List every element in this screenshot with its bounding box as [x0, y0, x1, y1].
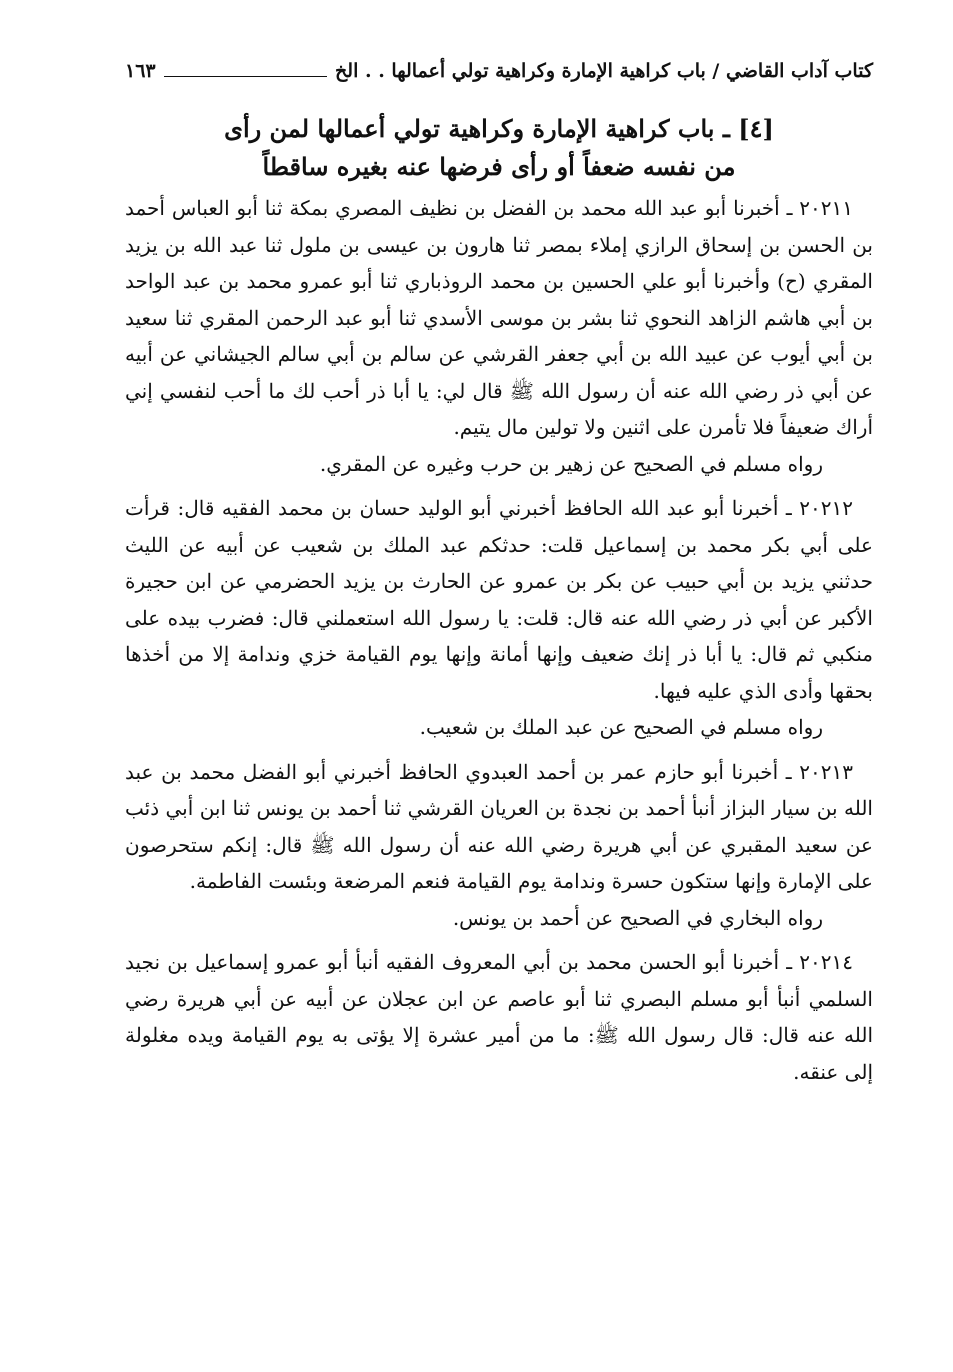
hadith-attribution: رواه مسلم في الصحيح عن عبد الملك بن شعيب. — [419, 715, 823, 739]
hadith-text: ـ أخبرنا أبو حازم عمر بن أحمد العبدوي الحافظ أخبرني أبو الفضل محمد بن عبد الله بن سيار البزاز أنبأ أحمد بن نجدة بن العريان القرشي ثنا أحمد بن يونس ثنا ابن أبي ذئب عن سعيد المقبري عن أبي هريرة رضي الله عنه أن رسول الله ﷺ قال: إنكم ستحرصون على الإمارة وإنها ستكون حسرة وندامة يوم القيامة فنعم المرضعة وبئست الفاطمة. — [125, 759, 873, 893]
hadith-number: ٢٠٢١٣ — [799, 759, 853, 784]
header-rule — [164, 76, 327, 77]
chapter-title-line-1: [٤] ـ باب كراهية الإمارة وكراهية تولي أعمالها لمن رأى — [224, 114, 774, 143]
hadith-text: ـ أخبرنا أبو الحسن محمد بن أبي المعروف الفقيه أنبأ أبو عمرو إسماعيل بن نجيد السلمي أنبأ أبو مسلم البصري ثنا أبو عاصم عن ابن عجلان عن أبيه عن أبي هريرة رضي الله عنه قال: قال رسول الله ﷺ: ما من أمير عشرة إلا يؤتى به يوم القيامة ويده مغلولة إلى عنقه. — [125, 950, 873, 1084]
hadith-number: ٢٠٢١١ — [799, 196, 853, 220]
hadith-paragraph — [125, 490, 873, 709]
hadith-attribution: رواه البخاري في الصحيح عن أحمد بن يونس. — [452, 905, 823, 930]
hadith-attribution: رواه مسلم في الصحيح عن زهير بن حرب وغيره عن المقري. — [319, 451, 823, 476]
hadith-paragraph — [125, 190, 873, 446]
chapter-title-line-2: من نفسه ضعفاً أو رأى فرضها عنه بغيره ساقطاً — [262, 152, 736, 181]
header-title: كتاب آداب القاضي / باب كراهية الإمارة وكراهية تولي أعمالها . . الخ — [335, 60, 873, 82]
chapter-title — [125, 110, 873, 186]
hadith-number: ٢٠٢١٤ — [799, 950, 854, 974]
hadith-paragraph — [125, 754, 873, 900]
hadith-paragraph — [125, 944, 873, 1090]
hadith-number: ٢٠٢١٢ — [799, 496, 853, 520]
running-header — [125, 60, 873, 96]
hadith-text: ـ أخبرنا أبو عبد الله الحافظ أخبرني أبو الوليد حسان بن محمد الفقيه قال: قرأت على أبي بكر محمد بن إسماعيل قلت: حدثكم عبد الملك بن شعيب عن أبيه عن الليث حدثني يزيد بن أبي حبيب عن بكر بن عمرو عن الحارث بن يزيد الحضرمي عن ابن حجيرة الأكبر عن أبي ذر رضي الله عنه قال: قلت: يا رسول الله استعملني قال: فضرب بيده على منكبي ثم قال: يا أبا ذر إنك ضعيف وإنها أمانة وإنها يوم القيامة خزي وندامة إلا من أخذها بحقها وأدى الذي عليه فيها. — [125, 496, 873, 703]
page-number: ١٦٣ — [125, 60, 156, 82]
hadith-text: ـ أخبرنا أبو عبد الله محمد بن الفضل بن نظيف المصري بمكة ثنا أبو العباس أحمد بن الحسن بن إسحاق الرازي إملاء بمصر ثنا هارون بن عيسى بن ملول ثنا عبد الله بن يزيد المقري (ح) وأخبرنا أبو علي الحسين بن محمد الروذباري ثنا أبو عمرو محمد بن عبد الواحد بن أبي هاشم الزاهد النحوي ثنا بشر بن موسى الأسدي ثنا أبو عبد الرحمن المقري ثنا سعيد بن أبي أيوب عن عبيد الله بن أبي جعفر القرشي عن سالم بن أبي سالم الجيشاني عن أبيه عن أبي ذر رضي الله عنه أن رسول الله ﷺ قال لي: يا أبا ذر أحب لك ما أحب لنفسي إني أراك ضعيفاً فلا تأمرن على اثنين ولا تولين مال يتيم. — [125, 196, 874, 439]
